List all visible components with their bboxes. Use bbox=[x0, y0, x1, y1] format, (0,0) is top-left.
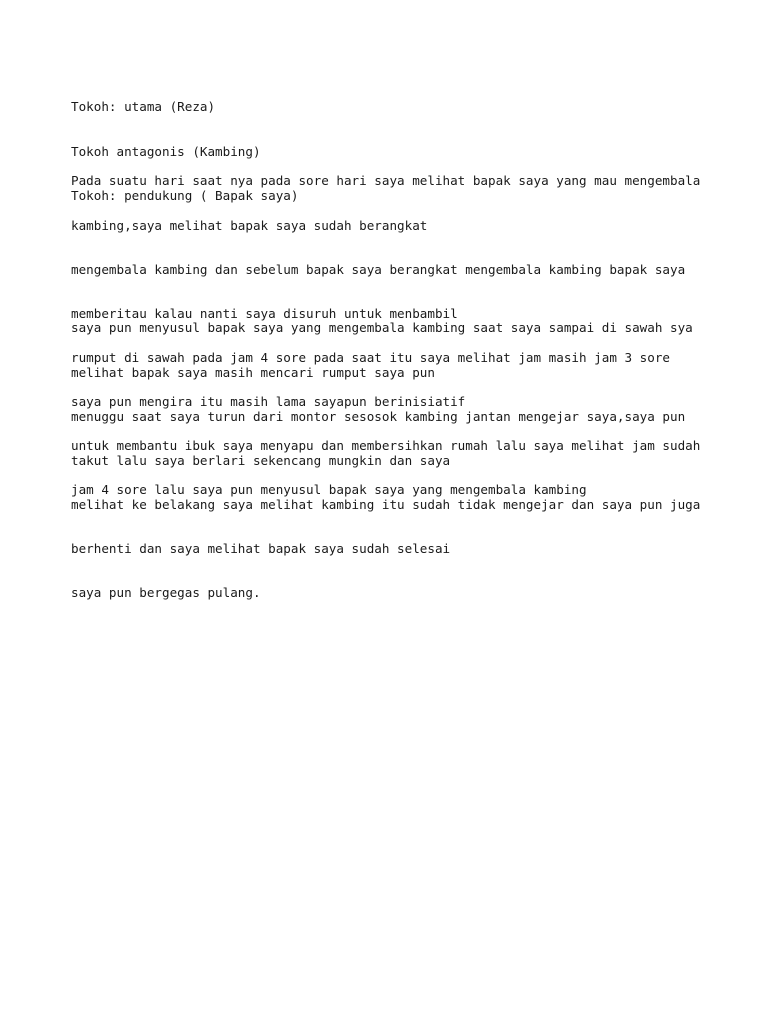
character-line: Tokoh antagonis (Kambing) bbox=[71, 143, 261, 159]
character-line: Tokoh: utama (Reza) bbox=[71, 99, 216, 115]
paragraph-line: berhenti dan saya melihat bapak saya sudah selesai bbox=[71, 540, 451, 556]
story-paragraph-2 bbox=[71, 292, 751, 630]
paragraph-line: rumput di sawah pada jam 4 sore pada saat itu saya melihat jam masih jam 3 sore bbox=[71, 349, 670, 365]
paragraph-line: saya pun mengira itu masih lama sayapun berinisiatif bbox=[71, 393, 466, 409]
paragraph-line: kambing,saya melihat bapak saya sudah berangkat bbox=[71, 217, 428, 233]
paragraph-line: takut lalu saya berlari sekencang mungkin dan saya bbox=[71, 452, 451, 468]
paragraph-line: jam 4 sore lalu saya pun menyusul bapak saya yang mengembala kambing bbox=[71, 482, 587, 498]
paragraph-line: saya pun bergegas pulang. bbox=[71, 584, 261, 600]
character-line: Tokoh: pendukung ( Bapak saya) bbox=[71, 187, 299, 203]
paragraph-line: mengembala kambing dan sebelum bapak saya berangkat mengembala kambing bapak saya bbox=[71, 261, 686, 277]
paragraph-line: melihat bapak saya masih mencari rumput saya pun bbox=[71, 364, 435, 380]
paragraph-line: Pada suatu hari saat nya pada sore hari saya melihat bapak saya yang mau mengembala bbox=[71, 173, 701, 189]
paragraph-line: menuggu saat saya turun dari montor sesosok kambing jantan mengejar saya,saya pun bbox=[71, 408, 686, 424]
paragraph-line: untuk membantu ibuk saya menyapu dan membersihkan rumah lalu saya melihat jam sudah bbox=[71, 437, 701, 453]
paragraph-line: melihat ke belakang saya melihat kambing itu sudah tidak mengejar dan saya pun juga bbox=[71, 496, 701, 512]
paragraph-line: memberitau kalau nanti saya disuruh untuk menbambil bbox=[71, 305, 458, 321]
paragraph-line: saya pun menyusul bapak saya yang mengembala kambing saat saya sampai di sawah sya bbox=[71, 320, 693, 336]
